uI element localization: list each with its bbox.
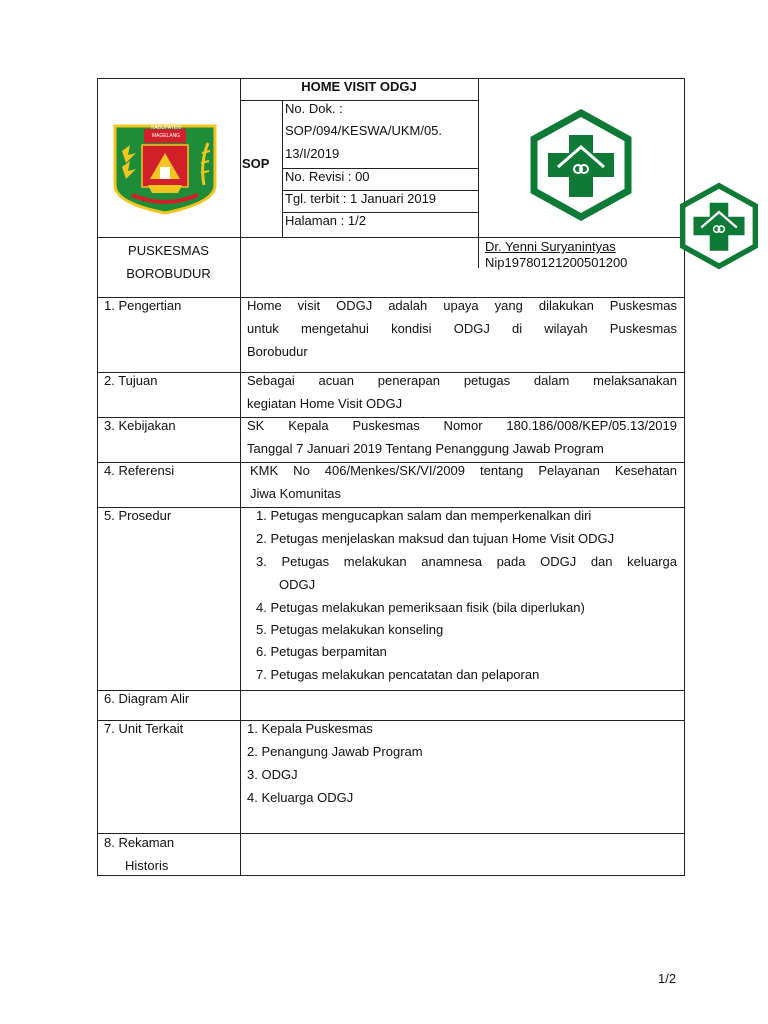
row-line-rekaman — [97, 833, 685, 834]
column-divider-main — [240, 78, 241, 876]
kebijakan-line: SK Kepala Puskesmas Nomor 180.186/008/KEP/05.13/2019 — [247, 418, 677, 433]
no-dok-value-line1: SOP/094/KESWA/UKM/05. — [285, 123, 443, 138]
label-rekaman-line1: 8. Rekaman — [104, 835, 175, 850]
org-name-line2: BOROBUDUR — [126, 266, 211, 281]
tujuan-line: Sebagai acuan penerapan petugas dalam melaksanakan — [247, 373, 677, 388]
header-line-org — [97, 237, 478, 238]
prosedur-step: 6. Petugas berpamitan — [256, 644, 387, 659]
referensi-line: Jiwa Komunitas — [250, 486, 342, 501]
pengertian-line: Home visit ODGJ adalah upaya yang dilakukan Puskesmas — [247, 298, 677, 313]
sop-label: SOP — [242, 156, 270, 171]
tgl-terbit: Tgl. terbit : 1 Januari 2019 — [285, 191, 437, 206]
prosedur-step: 3. Petugas melakukan anamnesa pada ODGJ dan keluarga — [256, 554, 677, 569]
halaman: Halaman : 1/2 — [285, 213, 366, 228]
logo-kabupaten-text: KABUPATEN MAGELANG — [151, 125, 181, 139]
tujuan-line: kegiatan Home Visit ODGJ — [247, 396, 403, 411]
signer-name: Dr. Yenni Suryanintyas — [485, 239, 616, 254]
column-divider-right-header — [478, 78, 479, 268]
puskesmas-logo-secondary — [678, 182, 760, 270]
prosedur-step-continuation: ODGJ — [279, 577, 316, 592]
label-tujuan: 2. Tujuan — [104, 373, 158, 388]
label-pengertian: 1. Pengertian — [104, 298, 182, 313]
referensi-line: KMK No 406/Menkes/SK/VI/2009 tentang Pelayanan Kesehatan — [250, 463, 677, 478]
label-kebijakan: 3. Kebijakan — [104, 418, 176, 433]
prosedur-step: 5. Petugas melakukan konseling — [256, 622, 444, 637]
page-number: 1/2 — [658, 971, 677, 986]
header-title-line — [240, 100, 478, 101]
unit-terkait-item: 2. Penangung Jawab Program — [247, 744, 423, 759]
row-line-unit — [97, 720, 685, 721]
signer-nip: Nip19780121200501200 — [485, 255, 628, 270]
unit-terkait-item: 1. Kepala Puskesmas — [247, 721, 373, 736]
document-title: HOME VISIT ODGJ — [301, 79, 417, 94]
prosedur-step: 4. Petugas melakukan pemeriksaan fisik (bila diperlukan) — [256, 600, 585, 615]
puskesmas-logo — [528, 109, 634, 221]
unit-terkait-item: 4. Keluarga ODGJ — [247, 790, 354, 805]
pengertian-line: untuk mengetahui kondisi ODGJ di wilayah Puskesmas — [247, 321, 677, 336]
prosedur-step: 1. Petugas mengucapkan salam dan memperkenalkan diri — [256, 508, 592, 523]
label-diagram-alir: 6. Diagram Alir — [104, 691, 190, 706]
no-dok-label: No. Dok. : — [285, 101, 343, 116]
no-dok-value-line2: 13/I/2019 — [285, 146, 340, 161]
unit-terkait-item: 3. ODGJ — [247, 767, 298, 782]
pengertian-line: Borobudur — [247, 344, 308, 359]
label-rekaman-line2: Historis — [125, 858, 169, 873]
kebijakan-line: Tanggal 7 Januari 2019 Tentang Penanggung Jawab Program — [247, 441, 604, 456]
no-revisi: No. Revisi : 00 — [285, 169, 370, 184]
label-referensi: 4. Referensi — [104, 463, 175, 478]
label-prosedur: 5. Prosedur — [104, 508, 172, 523]
label-unit-terkait: 7. Unit Terkait — [104, 721, 184, 736]
prosedur-step: 2. Petugas menjelaskan maksud dan tujuan Home Visit ODGJ — [256, 531, 615, 546]
prosedur-step: 7. Petugas melakukan pencatatan dan pelaporan — [256, 667, 540, 682]
org-name-line1: PUSKESMAS — [128, 243, 209, 258]
